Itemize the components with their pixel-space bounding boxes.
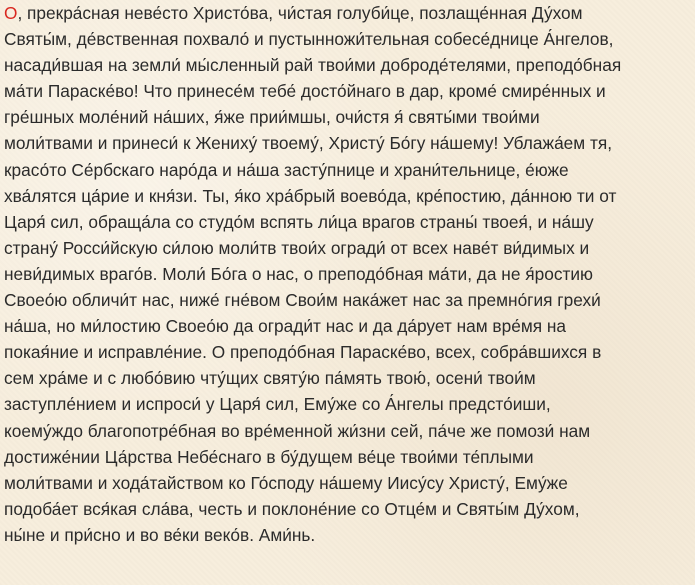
prayer-line-21: ны́не и при́сно и во ве́ки веко́в. Ами́нь. [4, 524, 316, 545]
red-initial-letter: О [4, 3, 18, 23]
prayer-line-13: на́ша, но ми́лостию Своео́ю да огради́т нас и да да́рует нам вре́мя на [4, 316, 567, 337]
prayer-line-2: Святы́м, де́вственная похвало́ и пустынножи́тельная собесе́днице А́нгелов, [4, 29, 614, 50]
prayer-line-1 [4, 0, 691, 26]
prayer-line-7: красо́то Се́рбскаго наро́да и на́ша засту́пнице и храни́тельнице, е́юже [4, 159, 569, 180]
prayer-line-18: достиже́нии Ца́рства Небе́снаго в бу́дущем ве́це твои́ми те́плыми [4, 446, 534, 467]
prayer-line-4: ма́ти Параске́во! Что принесе́м тебе́ досто́йнаго в дар, кроме́ смире́нных и [4, 81, 606, 102]
prayer-line-19: моли́твами и хода́тайством ко Го́споду на́шему Иису́су Христу́, Ему́же [4, 472, 568, 493]
prayer-line-15: сем хра́ме и с любо́вию чту́щих святу́ю па́мять твою́, осени́ твои́м [4, 368, 536, 389]
prayer-line-10: страну́ Росси́йскую си́лою моли́тв твои́х огради́ от всех наве́т ви́димых и [4, 237, 590, 258]
prayer-line-20: подоба́ет вся́кая сла́ва, честь и поклоне́ние со Отце́м и Святы́м Ду́хом, [4, 498, 580, 519]
prayer-line-12: Своео́ю обличи́т нас, ниже́ гне́вом Свои́м нака́жет нас за премно́гия грехи́ [4, 290, 601, 311]
prayer-line-9: Царя́ сил, обраща́ла со студо́м вспять ли́ца врагов страны́ твоея́, и на́шу [4, 211, 594, 232]
prayer-line-text: , прекра́сная неве́сто Христо́ва, чи́стая голуби́це, позлаще́нная Ду́хом [17, 3, 583, 23]
prayer-line-6: моли́твами и принеси́ к Жениху́ твоему́, Христу́ Бо́гу на́шему! Ублажа́ем тя, [4, 133, 613, 154]
prayer-line-11: неви́димых враго́в. Моли́ Бо́га о нас, о преподо́бная ма́ти, да не я́ростию [4, 263, 593, 284]
prayer-line-5: гре́шных моле́ний на́ших, я́же прии́мшы, очи́стя я́ святы́ми твои́ми [4, 107, 540, 128]
prayer-line-16: заступле́нием и испроси́ у Царя́ сил, Ему́же со А́нгелы предсто́иши, [4, 394, 551, 415]
prayer-line-17: коему́ждо благопотре́бная во вре́менной жи́зни сей, па́че же помози́ нам [4, 420, 591, 441]
prayer-line-3: насади́вшая на земли́ мы́сленный рай твои́ми доброде́телями, преподо́бная [4, 55, 622, 76]
prayer-text [4, 0, 691, 548]
prayer-line-8: хва́лятся ца́рие и кня́зи. Ты, я́ко хра́брый воево́да, кре́постию, да́нною ти от [4, 185, 617, 206]
prayer-line-14: покая́ние и исправле́ние. О преподо́бная Параске́во, всех, собра́вшихся в [4, 342, 602, 363]
